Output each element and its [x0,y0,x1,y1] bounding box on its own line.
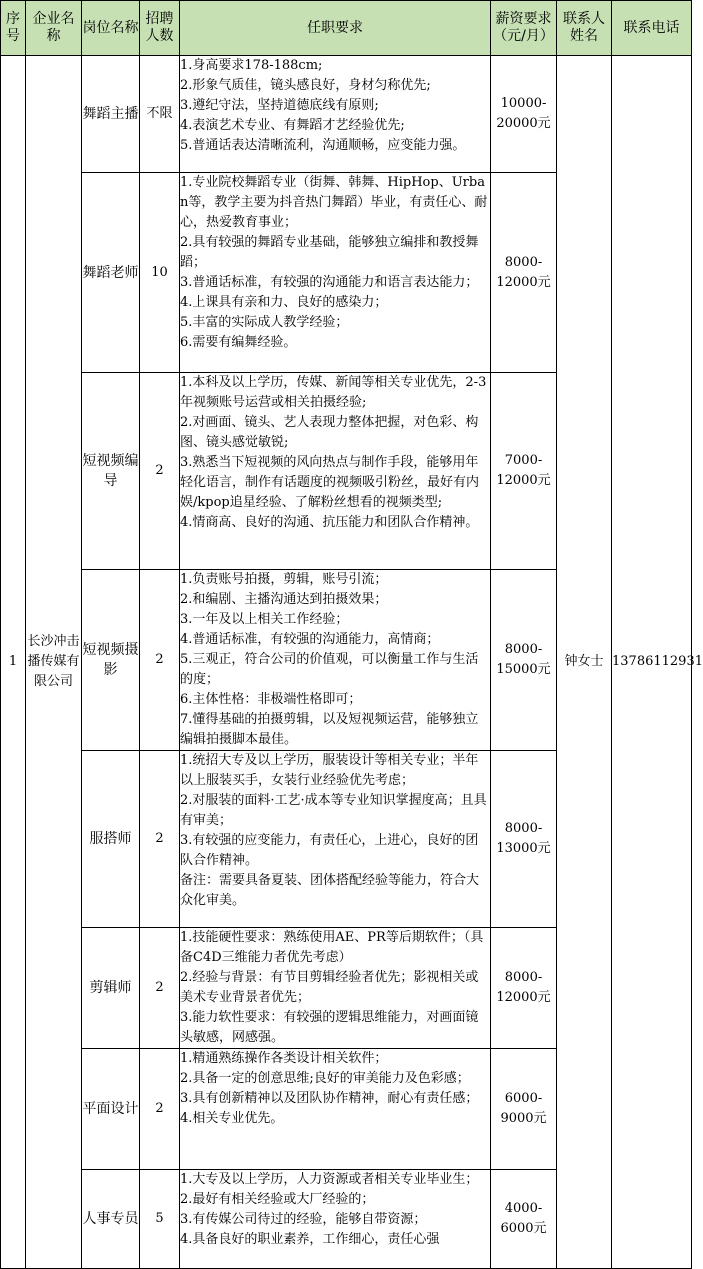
requirement-line: 3.具有创新精神以及团队协作精神，耐心有责任感； [180,1091,479,1106]
position-cell: 短视频摄影 [82,570,140,751]
requirement-line: 3.普通话标准，有较强的沟通能力和语言表达能力； [180,275,479,290]
requirements-cell [180,1049,491,1170]
requirement-line: 3.一年及以上相关工作经验； [180,612,349,627]
requirement-line: 2.对画面、镜头、艺人表现力整体把握，对色彩、构图、镜头感觉敏锐; [180,415,479,450]
requirements-cell [180,373,491,570]
requirement-line: 5.普通话表达清晰流利，沟通顺畅，应变能力强。 [180,138,466,153]
salary-cell: 6000-9000元 [491,1049,557,1170]
requirement-line: 1.精通熟练操作各类设计相关软件； [180,1051,388,1066]
count-cell: 2 [140,751,180,928]
salary-cell: 8000-13000元 [491,751,557,928]
requirement-line: 3.有传媒公司待过的经验，能够自带资源； [180,1212,427,1227]
salary-cell: 7000-12000元 [491,373,557,570]
requirements-cell [180,570,491,751]
position-cell: 短视频编导 [82,373,140,570]
requirement-line: 3.能力软性要求：有较强的逻辑思维能力，对画面镜头敏感，网感强。 [180,1010,479,1045]
salary-cell: 4000-6000元 [491,1170,557,1269]
count-cell: 5 [140,1170,180,1269]
requirement-line: 5.丰富的实际成人教学经验； [180,315,349,330]
requirement-line: 6.需要有编舞经验。 [180,335,297,350]
position-cell: 平面设计 [82,1049,140,1170]
requirements-cell [180,928,491,1049]
header-salary: 薪资要求（元/月） [491,1,557,56]
count-cell: 不限 [140,56,180,173]
requirement-line: 2.和编剧、主播沟通达到拍摄效果； [180,592,388,607]
requirement-line: 1.大专及以上学历，人力资源或者相关专业毕业生； [180,1172,479,1187]
count-cell: 2 [140,570,180,751]
requirement-line: 3.有较强的应变能力，有责任心，上进心，良好的团队合作精神。 [180,833,479,868]
requirement-line: 4.相关专业优先。 [180,1111,284,1126]
requirement-line: 3.熟悉当下短视频的风向热点与制作手段，能够用年轻化语言，制作有话题度的视频吸引粉丝，最好有内娱/kpop追星经验、了解粉丝想看的视频类型; [180,455,480,510]
header-row [1,1,692,56]
position-cell: 人事专员 [82,1170,140,1269]
requirement-line: 2.最好有相关经验或大厂经验的； [180,1192,375,1207]
requirement-line: 2.形象气质佳，镜头感良好，身材匀称优先; [180,78,431,93]
requirements-cell [180,751,491,928]
count-cell: 2 [140,373,180,570]
requirement-line: 备注：需要具备夏装、团体搭配经验等能力，符合大众化审美。 [180,873,480,908]
requirement-line: 2.具备一定的创意思维;良好的审美能力及色彩感； [180,1071,470,1086]
requirement-line: 2.对服装的面料·工艺·成本等专业知识掌握度高；且具有审美； [180,793,487,828]
position-cell: 服搭师 [82,751,140,928]
requirement-line: 4.普通话标准，有较强的沟通能力，高情商； [180,632,440,647]
requirement-line: 3.遵纪守法，坚持道德底线有原则; [180,98,379,113]
requirement-line: 1.技能硬性要求：熟练使用AE、PR等后期软件；（具备C4D三维能力者优先考虑） [180,930,484,965]
table-row [1,56,692,173]
salary-cell: 8000-12000元 [491,928,557,1049]
position-cell: 舞蹈主播 [82,56,140,173]
requirement-line: 2.具有较强的舞蹈专业基础，能够独立编排和教授舞蹈； [180,235,479,270]
salary-cell: 8000-12000元 [491,173,557,373]
count-cell: 2 [140,928,180,1049]
position-cell: 剪辑师 [82,928,140,1049]
header-contact: 联系人姓名 [557,1,612,56]
header-count: 招聘人数 [140,1,180,56]
requirement-line: 1.专业院校舞蹈专业（街舞、韩舞、HipHop、Urban等，教学主要为抖音热门舞蹈）毕业，有责任心、耐心，热爱教育事业； [180,175,488,230]
header-company: 企业名称 [26,1,82,56]
header-seq: 序号 [1,1,26,56]
requirement-line: 1.身高要求178-188cm; [180,58,323,73]
contact-cell: 钟女士 [557,56,612,1269]
phone-cell: 13786112931 [612,56,692,1269]
requirement-line: 5.三观正，符合公司的价值观，可以衡量工作与生活的度； [180,652,479,687]
salary-cell: 8000-15000元 [491,570,557,751]
requirements-cell [180,56,491,173]
header-phone: 联系电话 [612,1,692,56]
requirements-cell [180,1170,491,1269]
requirement-line: 4.上课具有亲和力、良好的感染力； [180,295,388,310]
header-requirements: 任职要求 [180,1,491,56]
requirement-line: 1.本科及以上学历，传媒、新闻等相关专业优先，2-3年视频账号运营或相关拍摄经验; [180,375,487,410]
count-cell: 10 [140,173,180,373]
requirements-cell [180,173,491,373]
header-position: 岗位名称 [82,1,140,56]
requirement-line: 2.经验与背景：有节目剪辑经验者优先；影视相关或美术专业背景者优先； [180,970,479,1005]
company-name-cell: 长沙冲击播传媒有限公司 [26,56,82,1269]
job-rows [1,56,703,1269]
salary-cell: 10000-20000元 [491,56,557,173]
seq-cell: 1 [1,56,26,1269]
count-cell: 2 [140,1049,180,1170]
requirement-line: 1.统招大专及以上学历，服装设计等相关专业；半年以上服装买手，女装行业经验优先考虑； [180,753,479,788]
requirement-line: 7.懂得基础的拍摄剪辑，以及短视频运营，能够独立编辑拍摄脚本最佳。 [180,712,479,747]
requirement-line: 1.负责账号拍摄，剪辑，账号引流； [180,572,388,587]
requirement-line: 4.情商高、良好的沟通、抗压能力和团队合作精神。 [180,515,479,530]
requirement-line: 6.主体性格：非极端性格即可； [180,692,362,707]
position-cell: 舞蹈老师 [82,173,140,373]
requirement-line: 4.具备良好的职业素养，工作细心，责任心强 [180,1232,440,1247]
requirement-line: 4.表演艺术专业、有舞蹈才艺经验优先; [180,118,405,133]
